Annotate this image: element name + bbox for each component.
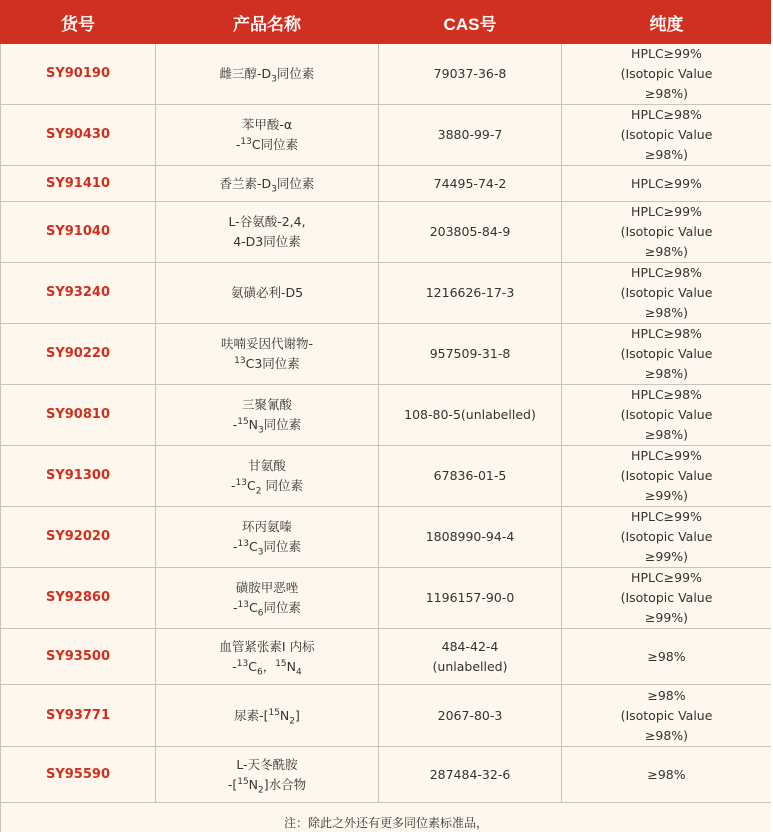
cas-number (379, 629, 562, 685)
purity-line: (Isotopic Value (620, 529, 713, 544)
footer-note-row (1, 803, 772, 832)
name-text: - (235, 137, 241, 152)
purity (562, 685, 772, 747)
name-line: 环丙氨嗪 (241, 519, 292, 534)
product-name (156, 747, 379, 803)
product-name (156, 166, 379, 202)
purity (562, 105, 772, 166)
name-line (160, 598, 374, 618)
purity-line: ≥99%) (644, 488, 689, 503)
name-line: 苯甲酸-α (241, 117, 293, 132)
name-text: ]水合物 (263, 776, 307, 792)
name-superscript: 15 (275, 658, 287, 669)
purity-line: (Isotopic Value (620, 468, 713, 483)
name-superscript: 13 (236, 658, 249, 669)
product-code: SY91300 (1, 446, 156, 507)
name-superscript: 15 (237, 416, 249, 427)
purity-line: (Isotopic Value (620, 707, 713, 723)
name-subscript: 6 (256, 667, 263, 677)
name-text: C (248, 539, 258, 554)
name-text: C3同位素 (245, 356, 300, 371)
purity-line: ≥98%) (644, 244, 689, 259)
name-text: 香兰素-D (219, 175, 272, 191)
product-name (156, 324, 379, 385)
table-header-row (1, 1, 772, 44)
name-text: 同位素 (276, 175, 315, 191)
header-cas: CAS号 (379, 1, 562, 44)
purity-line: ≥98%) (644, 305, 689, 320)
cas-number: 287484-32-6 (379, 747, 562, 803)
cas-number: 1196157-90-0 (379, 568, 562, 629)
name-text: N (279, 707, 290, 723)
name-text: 同位素 (263, 600, 301, 615)
name-line (160, 775, 374, 795)
purity (562, 747, 772, 803)
name-subscript: 3 (271, 184, 277, 194)
product-code: SY90430 (1, 105, 156, 166)
product-code: SY90220 (1, 324, 156, 385)
purity-line: HPLC≥98% (631, 107, 702, 122)
cas-number: 1808990-94-4 (379, 507, 562, 568)
name-subscript: 2 (258, 785, 264, 795)
purity (562, 385, 772, 446)
product-code: SY90810 (1, 385, 156, 446)
name-text: - (233, 539, 238, 554)
cas-number: 108-80-5(unlabelled) (379, 385, 562, 446)
name-superscript: 13 (235, 477, 247, 488)
name-superscript: 13 (237, 599, 249, 610)
name-subscript: 4 (296, 667, 302, 677)
name-text: - (231, 478, 236, 493)
product-name (156, 105, 379, 166)
cas-line: 484-42-4 (441, 638, 499, 654)
product-name (156, 202, 379, 263)
name-text: N (286, 658, 297, 674)
table-row (1, 263, 772, 324)
table-row (1, 385, 772, 446)
name-line: 呋喃妥因代谢物- (220, 336, 313, 351)
purity-line: ≥98% (647, 648, 686, 664)
name-subscript: 2 (255, 486, 262, 497)
purity-line: HPLC≥98% (631, 265, 702, 280)
purity (562, 44, 772, 105)
name-line (160, 415, 374, 435)
product-code: SY93771 (1, 685, 156, 747)
purity-line: HPLC≥99% (631, 204, 702, 219)
purity (562, 263, 772, 324)
name-text: C (247, 478, 256, 493)
name-text: - (233, 600, 238, 615)
purity-line: ≥98%) (644, 147, 689, 162)
header-code: 货号 (1, 1, 156, 44)
table-row (1, 446, 772, 507)
purity-line: ≥99%) (644, 549, 689, 564)
purity (562, 568, 772, 629)
name-line: 4-D3同位素 (233, 234, 301, 249)
name-superscript: 13 (237, 538, 249, 549)
purity-line: (Isotopic Value (620, 224, 713, 239)
name-line: L-天冬酰胺 (236, 756, 298, 772)
table-row (1, 629, 772, 685)
product-name (156, 44, 379, 105)
product-name (156, 446, 379, 507)
purity (562, 202, 772, 263)
table-row (1, 44, 772, 105)
purity-line: (Isotopic Value (620, 66, 713, 81)
product-code: SY92860 (1, 568, 156, 629)
cas-number: 2067-80-3 (379, 685, 562, 747)
cas-number: 203805-84-9 (379, 202, 562, 263)
product-code: SY91040 (1, 202, 156, 263)
purity-line: (Isotopic Value (620, 346, 713, 361)
purity-line: ≥99%) (644, 610, 689, 625)
name-text: -[ (227, 776, 238, 792)
table-row (1, 568, 772, 629)
purity (562, 446, 772, 507)
name-text: C (248, 600, 258, 615)
cas-number: 957509-31-8 (379, 324, 562, 385)
purity-line: (Isotopic Value (620, 407, 713, 422)
purity-line: (Isotopic Value (620, 590, 713, 605)
purity-line: ≥98%) (644, 727, 689, 743)
name-line (160, 657, 374, 677)
name-text: N (248, 776, 259, 792)
purity (562, 324, 772, 385)
name-subscript: 2 (289, 716, 296, 726)
purity-line: ≥98%) (644, 366, 689, 381)
purity (562, 166, 772, 202)
name-text: C同位素 (251, 137, 299, 152)
name-line (160, 135, 374, 155)
purity-line: HPLC≥99% (631, 570, 702, 585)
name-text: - (232, 658, 237, 674)
purity-line: ≥98%) (644, 427, 689, 442)
cas-number: 79037-36-8 (379, 44, 562, 105)
name-text: - (232, 417, 238, 432)
name-text: 同位素 (263, 539, 301, 554)
name-text: ， (262, 658, 276, 674)
product-code: SY91410 (1, 166, 156, 202)
name-text: N (248, 417, 259, 432)
name-superscript: 13 (234, 355, 246, 366)
name-superscript: 13 (240, 136, 252, 147)
table-row (1, 507, 772, 568)
name-text: 同位素 (263, 417, 302, 432)
purity-line: HPLC≥99% (631, 509, 702, 524)
cas-number: 3880-99-7 (379, 105, 562, 166)
product-name (156, 685, 379, 747)
purity-line: HPLC≥99% (631, 46, 702, 61)
product-name: 氨磺必利-D5 (156, 263, 379, 324)
purity-line: HPLC≥98% (631, 326, 702, 341)
name-subscript: 6 (257, 608, 264, 619)
name-text: C (248, 658, 257, 674)
name-line (160, 537, 374, 557)
product-code: SY90190 (1, 44, 156, 105)
product-code: SY93500 (1, 629, 156, 685)
name-line: 三聚氰酸 (241, 397, 292, 412)
cas-number: 1216626-17-3 (379, 263, 562, 324)
name-text: 尿素-[ (234, 707, 269, 723)
table-row (1, 202, 772, 263)
name-text: ] (295, 707, 300, 723)
table-row (1, 105, 772, 166)
name-subscript: 3 (271, 74, 277, 85)
product-name (156, 629, 379, 685)
product-name (156, 385, 379, 446)
name-line: 血管紧张素I 内标 (219, 638, 315, 654)
product-name (156, 568, 379, 629)
purity-line: (Isotopic Value (620, 285, 713, 300)
name-text: 雌三醇-D (219, 66, 272, 81)
table-row (1, 166, 772, 202)
purity-line: ≥98%) (644, 86, 689, 101)
table-row (1, 747, 772, 803)
purity-line: (Isotopic Value (620, 127, 713, 142)
product-code: SY93240 (1, 263, 156, 324)
name-superscript: 15 (268, 707, 280, 718)
cas-number: 67836-01-5 (379, 446, 562, 507)
header-product-name: 产品名称 (156, 1, 379, 44)
header-purity: 纯度 (562, 1, 772, 44)
name-line (160, 354, 374, 374)
product-name (156, 507, 379, 568)
cas-number: 74495-74-2 (379, 166, 562, 202)
cas-line: (unlabelled) (432, 658, 508, 674)
name-text: 同位素 (261, 478, 303, 493)
name-subscript: 3 (257, 547, 264, 558)
product-code: SY92020 (1, 507, 156, 568)
name-superscript: 15 (237, 776, 249, 787)
name-line: 磺胺甲恶唑 (235, 580, 299, 595)
name-text: 同位素 (276, 66, 315, 81)
purity-line: HPLC≥99% (631, 175, 702, 191)
name-line: 甘氨酸 (248, 458, 286, 473)
purity (562, 629, 772, 685)
name-line (160, 476, 374, 496)
name-line: L-谷氨酸-2,4, (228, 214, 306, 229)
table-row (1, 685, 772, 747)
purity-line: ≥98% (647, 687, 686, 703)
purity-line: HPLC≥98% (631, 387, 702, 402)
purity (562, 507, 772, 568)
footer-note: 注：除此之外还有更多同位素标准品， (1, 803, 772, 832)
purity-line: HPLC≥99% (631, 448, 702, 463)
product-code: SY95590 (1, 747, 156, 803)
purity-line: ≥98% (647, 766, 686, 782)
name-subscript: 3 (258, 425, 264, 436)
table-row (1, 324, 772, 385)
